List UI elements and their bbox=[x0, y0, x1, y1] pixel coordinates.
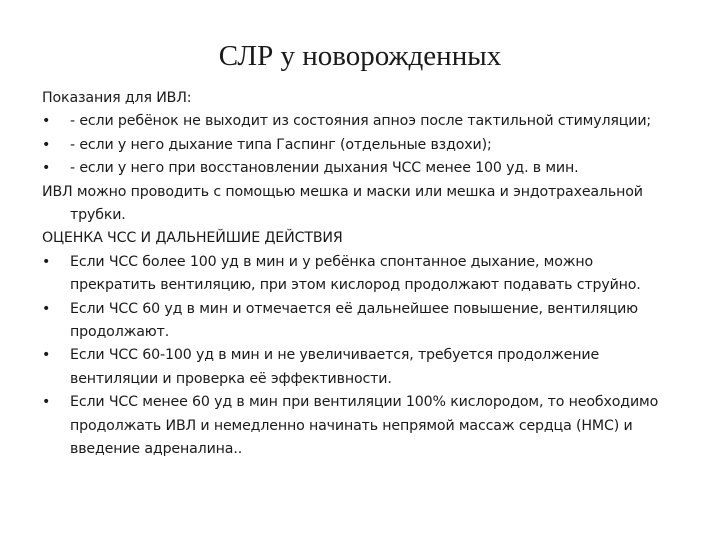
slide-body bbox=[42, 87, 682, 462]
action-item bbox=[42, 251, 682, 298]
indication-text: - если ребёнок не выходит из состояния апноэ после тактильной стимуляции; bbox=[70, 113, 652, 130]
bullet-icon: • bbox=[42, 394, 51, 411]
indication-text: - если у него дыхание типа Гаспинг (отдельные вздохи); bbox=[70, 136, 492, 153]
action-text: Если ЧСС менее 60 уд в мин при вентиляции 100% кислородом, то необходимо продолжать ИВЛ и немедленно начинать непрямой массаж сердца (НМС) и введение адреналина.. bbox=[70, 394, 659, 458]
bullet-icon: • bbox=[42, 136, 51, 153]
ventilation-note: ИВЛ можно проводить с помощью мешка и маски или мешка и эндотрахеальной трубки. bbox=[42, 183, 643, 224]
action-text: Если ЧСС 60-100 уд в мин и не увеличивается, требуется продолжение вентиляции и проверка её эффективности. bbox=[70, 347, 600, 387]
indication-item bbox=[42, 134, 682, 157]
bullet-icon: • bbox=[42, 160, 51, 177]
action-text: Если ЧСС 60 уд в мин и отмечается её дальнейшее повышение, вентиляцию продолжают. bbox=[70, 300, 638, 341]
slide-title: СЛР у новорожденных bbox=[218, 40, 502, 72]
indication-item bbox=[42, 110, 682, 133]
bullet-icon: • bbox=[42, 253, 51, 270]
action-item bbox=[42, 344, 682, 391]
bullet-icon: • bbox=[42, 347, 51, 364]
action-item bbox=[42, 391, 682, 461]
bullet-icon: • bbox=[42, 113, 51, 130]
action-text: Если ЧСС более 100 уд в мин и у ребёнка спонтанное дыхание, можно прекратить вентиляцию, при этом кислород продолжают подавать струйно. bbox=[70, 253, 641, 294]
bullet-icon: • bbox=[42, 300, 51, 317]
indication-item bbox=[42, 157, 682, 180]
action-item bbox=[42, 298, 682, 345]
assessment-heading: ОЦЕНКА ЧСС И ДАЛЬНЕЙШИЕ ДЕЙСТВИЯ bbox=[42, 230, 343, 247]
indication-text: - если у него при восстановлении дыхания ЧСС менее 100 уд. в мин. bbox=[70, 160, 579, 177]
indications-heading: Показания для ИВЛ: bbox=[42, 90, 192, 106]
